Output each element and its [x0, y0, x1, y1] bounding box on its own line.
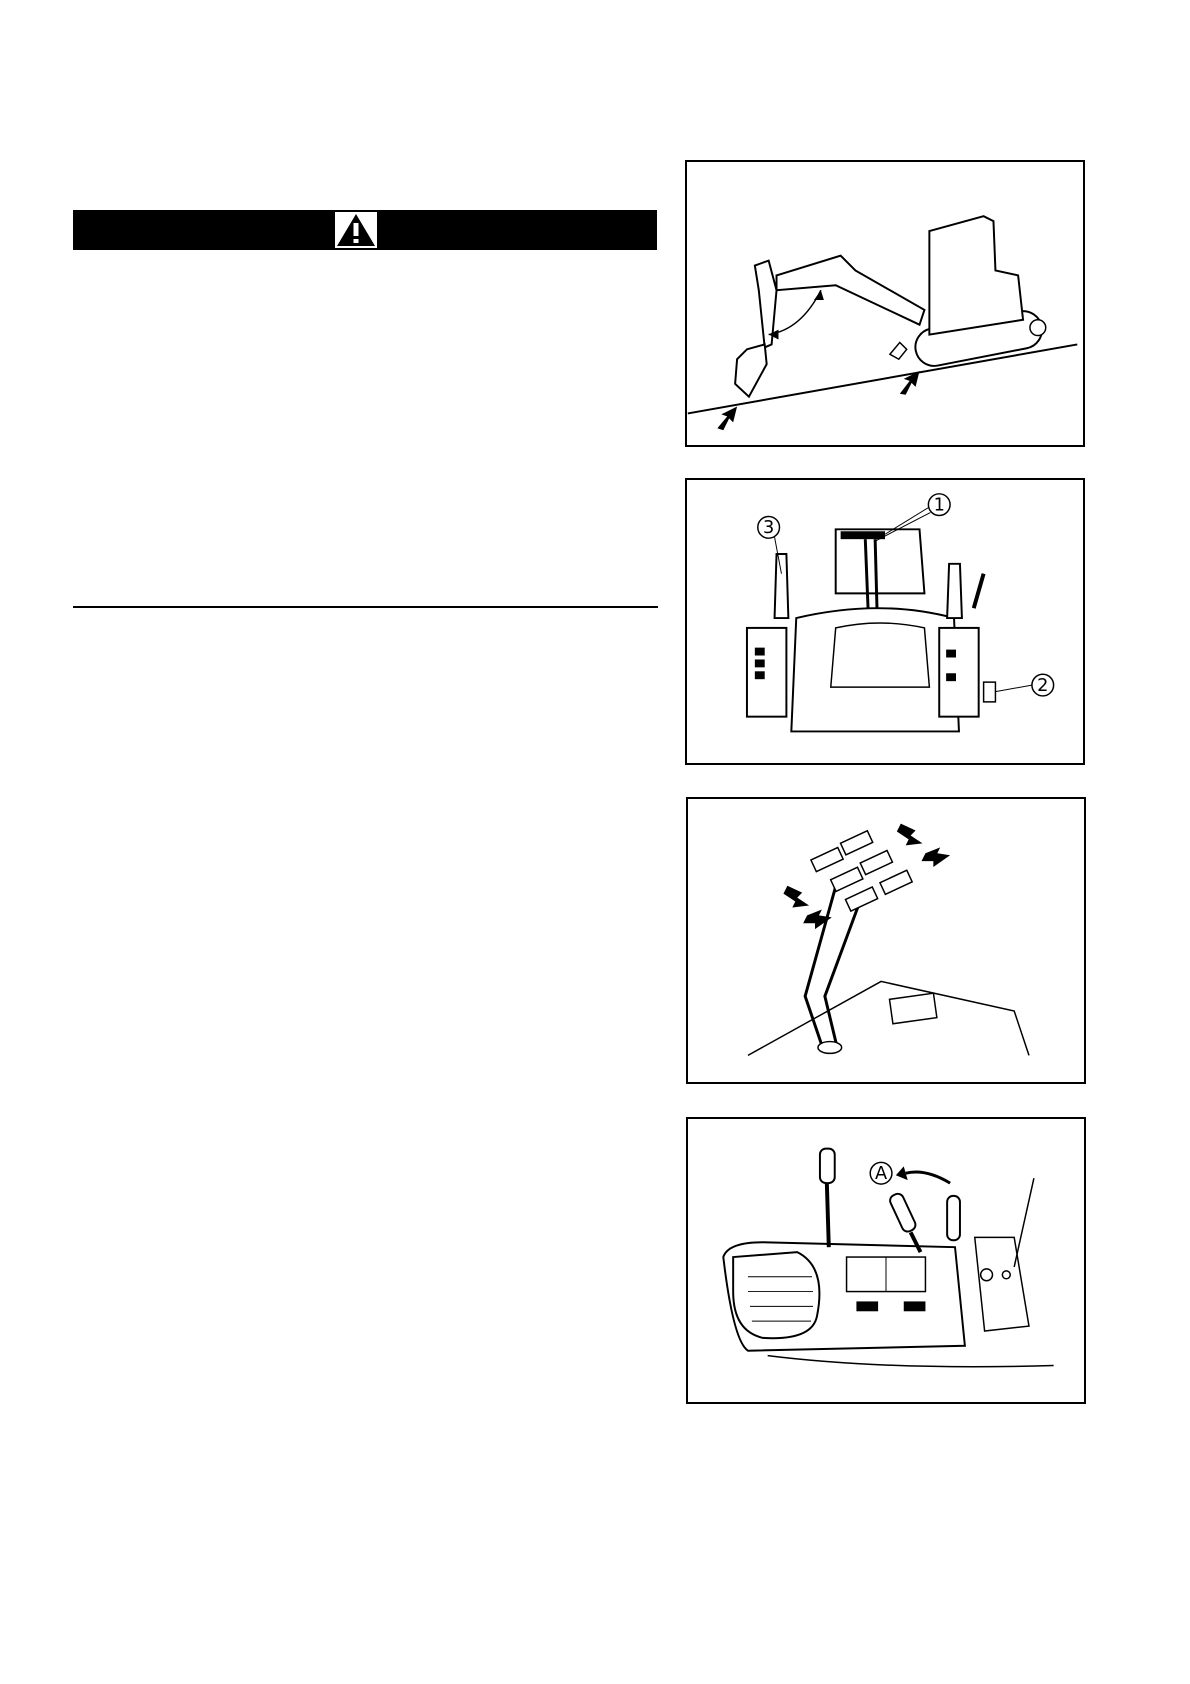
figure-lock-lever	[686, 1117, 1086, 1404]
section-divider	[73, 606, 658, 608]
callout-2-label: 2	[1037, 676, 1049, 697]
figure-operator-controls	[685, 478, 1085, 765]
callout-1-label: 1	[933, 495, 945, 516]
lever-forward-arrow-right-icon	[897, 824, 923, 846]
travel-levers-illustration	[688, 799, 1084, 1082]
figure-slope-excavator	[685, 160, 1085, 447]
slope-excavator-illustration	[687, 162, 1083, 445]
operator-controls-illustration	[687, 480, 1083, 763]
contact-arrow-left-icon	[717, 407, 737, 431]
figure-travel-levers	[686, 797, 1086, 1084]
warning-banner	[73, 210, 657, 250]
callout-a-label: A	[874, 1164, 888, 1185]
callout-3-label: 3	[762, 518, 775, 539]
lock-lever-illustration	[688, 1119, 1084, 1402]
warning-triangle-icon	[335, 212, 377, 248]
lever-forward-arrow-icon	[783, 886, 809, 908]
lever-back-arrow-right-icon	[921, 847, 950, 867]
